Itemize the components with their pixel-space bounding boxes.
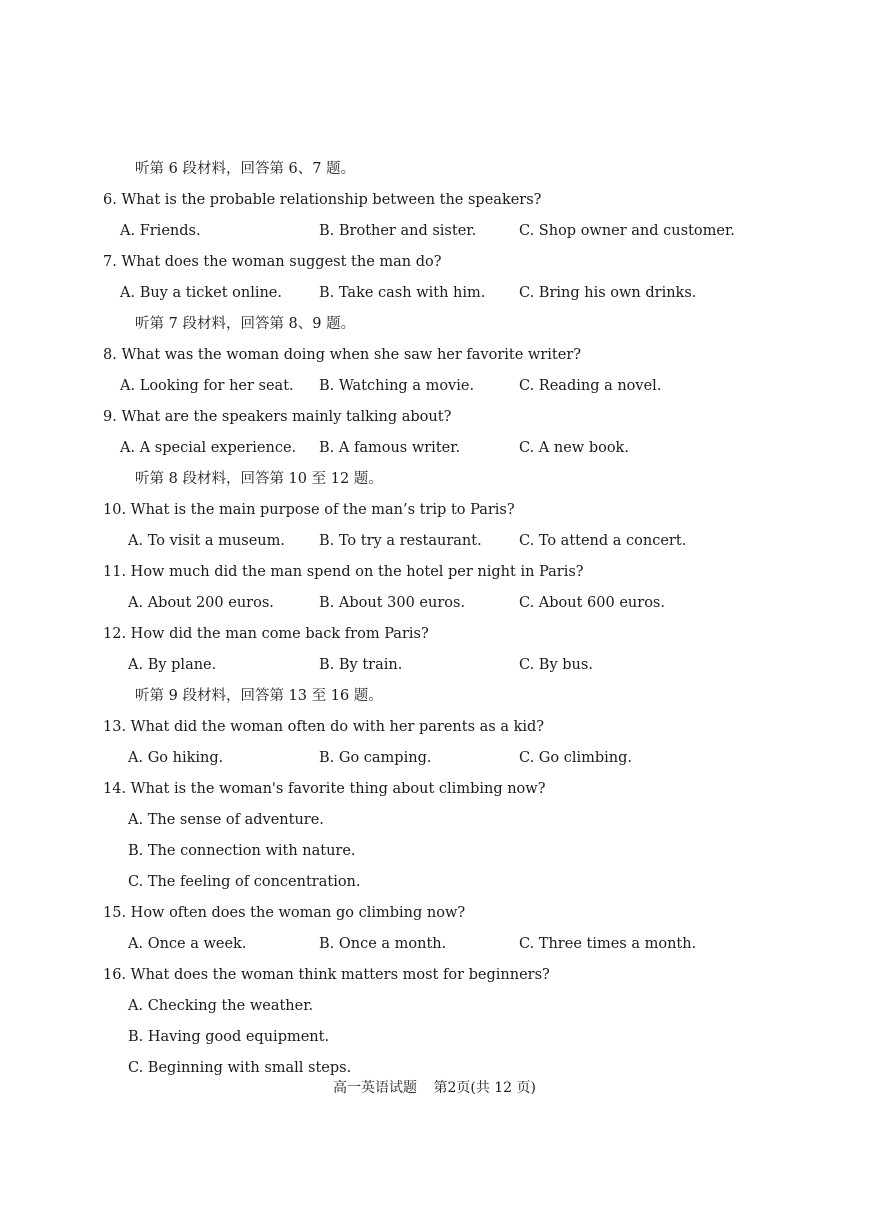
option-a: A. Buy a ticket online. <box>120 285 282 301</box>
question: 11. How much did the man spend on the hotel per night in Paris? <box>103 564 584 580</box>
option-a: A. Once a week. <box>128 936 247 952</box>
option-c: C. A new book. <box>519 440 629 456</box>
option-a: A. Go hiking. <box>128 750 224 766</box>
exam-title: 高一英语试题 <box>333 1080 417 1096</box>
option-b: B. Go camping. <box>319 750 432 766</box>
page-number: 第2页(共 12 页) <box>433 1080 536 1096</box>
question: 16. What does the woman think matters most for beginners? <box>103 967 550 983</box>
question: 14. What is the woman's favorite thing about climbing now? <box>103 781 546 797</box>
option-b: B. To try a restaurant. <box>319 533 482 549</box>
option-a: A. Friends. <box>120 223 201 239</box>
question: 8. What was the woman doing when she saw her favorite writer? <box>103 347 582 363</box>
question: 15. How often does the woman go climbing now? <box>103 905 466 921</box>
option-c: C. To attend a concert. <box>519 533 687 549</box>
option-a: A. The sense of adventure. <box>128 812 324 828</box>
option-a: A. By plane. <box>128 657 217 673</box>
question: 13. What did the woman often do with her parents as a kid? <box>103 719 545 735</box>
option-a: A. Checking the weather. <box>128 998 314 1014</box>
option-a: A. A special experience. <box>120 440 297 456</box>
section-heading: 听第 8 段材料，回答第 10 至 12 题。 <box>135 471 383 487</box>
question: 7. What does the woman suggest the man do? <box>103 254 442 270</box>
option-a: A. To visit a museum. <box>128 533 285 549</box>
option-b: B. Once a month. <box>319 936 447 952</box>
option-b: B. Take cash with him. <box>319 285 486 301</box>
option-b: B. The connection with nature. <box>128 843 356 859</box>
question: 10. What is the main purpose of the man’s trip to Paris? <box>103 502 515 518</box>
section-heading: 听第 9 段材料，回答第 13 至 16 题。 <box>135 688 383 704</box>
question: 6. What is the probable relationship between the speakers? <box>103 192 542 208</box>
option-b: B. About 300 euros. <box>319 595 466 611</box>
option-c: C. By bus. <box>519 657 593 673</box>
section-heading: 听第 6 段材料，回答第 6、7 题。 <box>135 161 356 177</box>
option-c: C. Reading a novel. <box>519 378 662 394</box>
option-b: B. Brother and sister. <box>319 223 477 239</box>
option-b: B. A famous writer. <box>319 440 461 456</box>
option-c: C. Beginning with small steps. <box>128 1060 352 1076</box>
option-c: C. About 600 euros. <box>519 595 665 611</box>
option-a: A. About 200 euros. <box>128 595 274 611</box>
option-c: C. The feeling of concentration. <box>128 874 361 890</box>
section-heading: 听第 7 段材料，回答第 8、9 题。 <box>135 316 356 332</box>
option-c: C. Go climbing. <box>519 750 633 766</box>
question: 9. What are the speakers mainly talking about? <box>103 409 452 425</box>
question: 12. How did the man come back from Paris? <box>103 626 429 642</box>
option-c: C. Bring his own drinks. <box>519 285 697 301</box>
page-footer <box>0 1078 869 1098</box>
option-a: A. Looking for her seat. <box>120 378 294 394</box>
option-c: C. Three times a month. <box>519 936 697 952</box>
option-b: B. By train. <box>319 657 403 673</box>
option-b: B. Having good equipment. <box>128 1029 330 1045</box>
option-c: C. Shop owner and customer. <box>519 223 735 239</box>
option-b: B. Watching a movie. <box>319 378 475 394</box>
